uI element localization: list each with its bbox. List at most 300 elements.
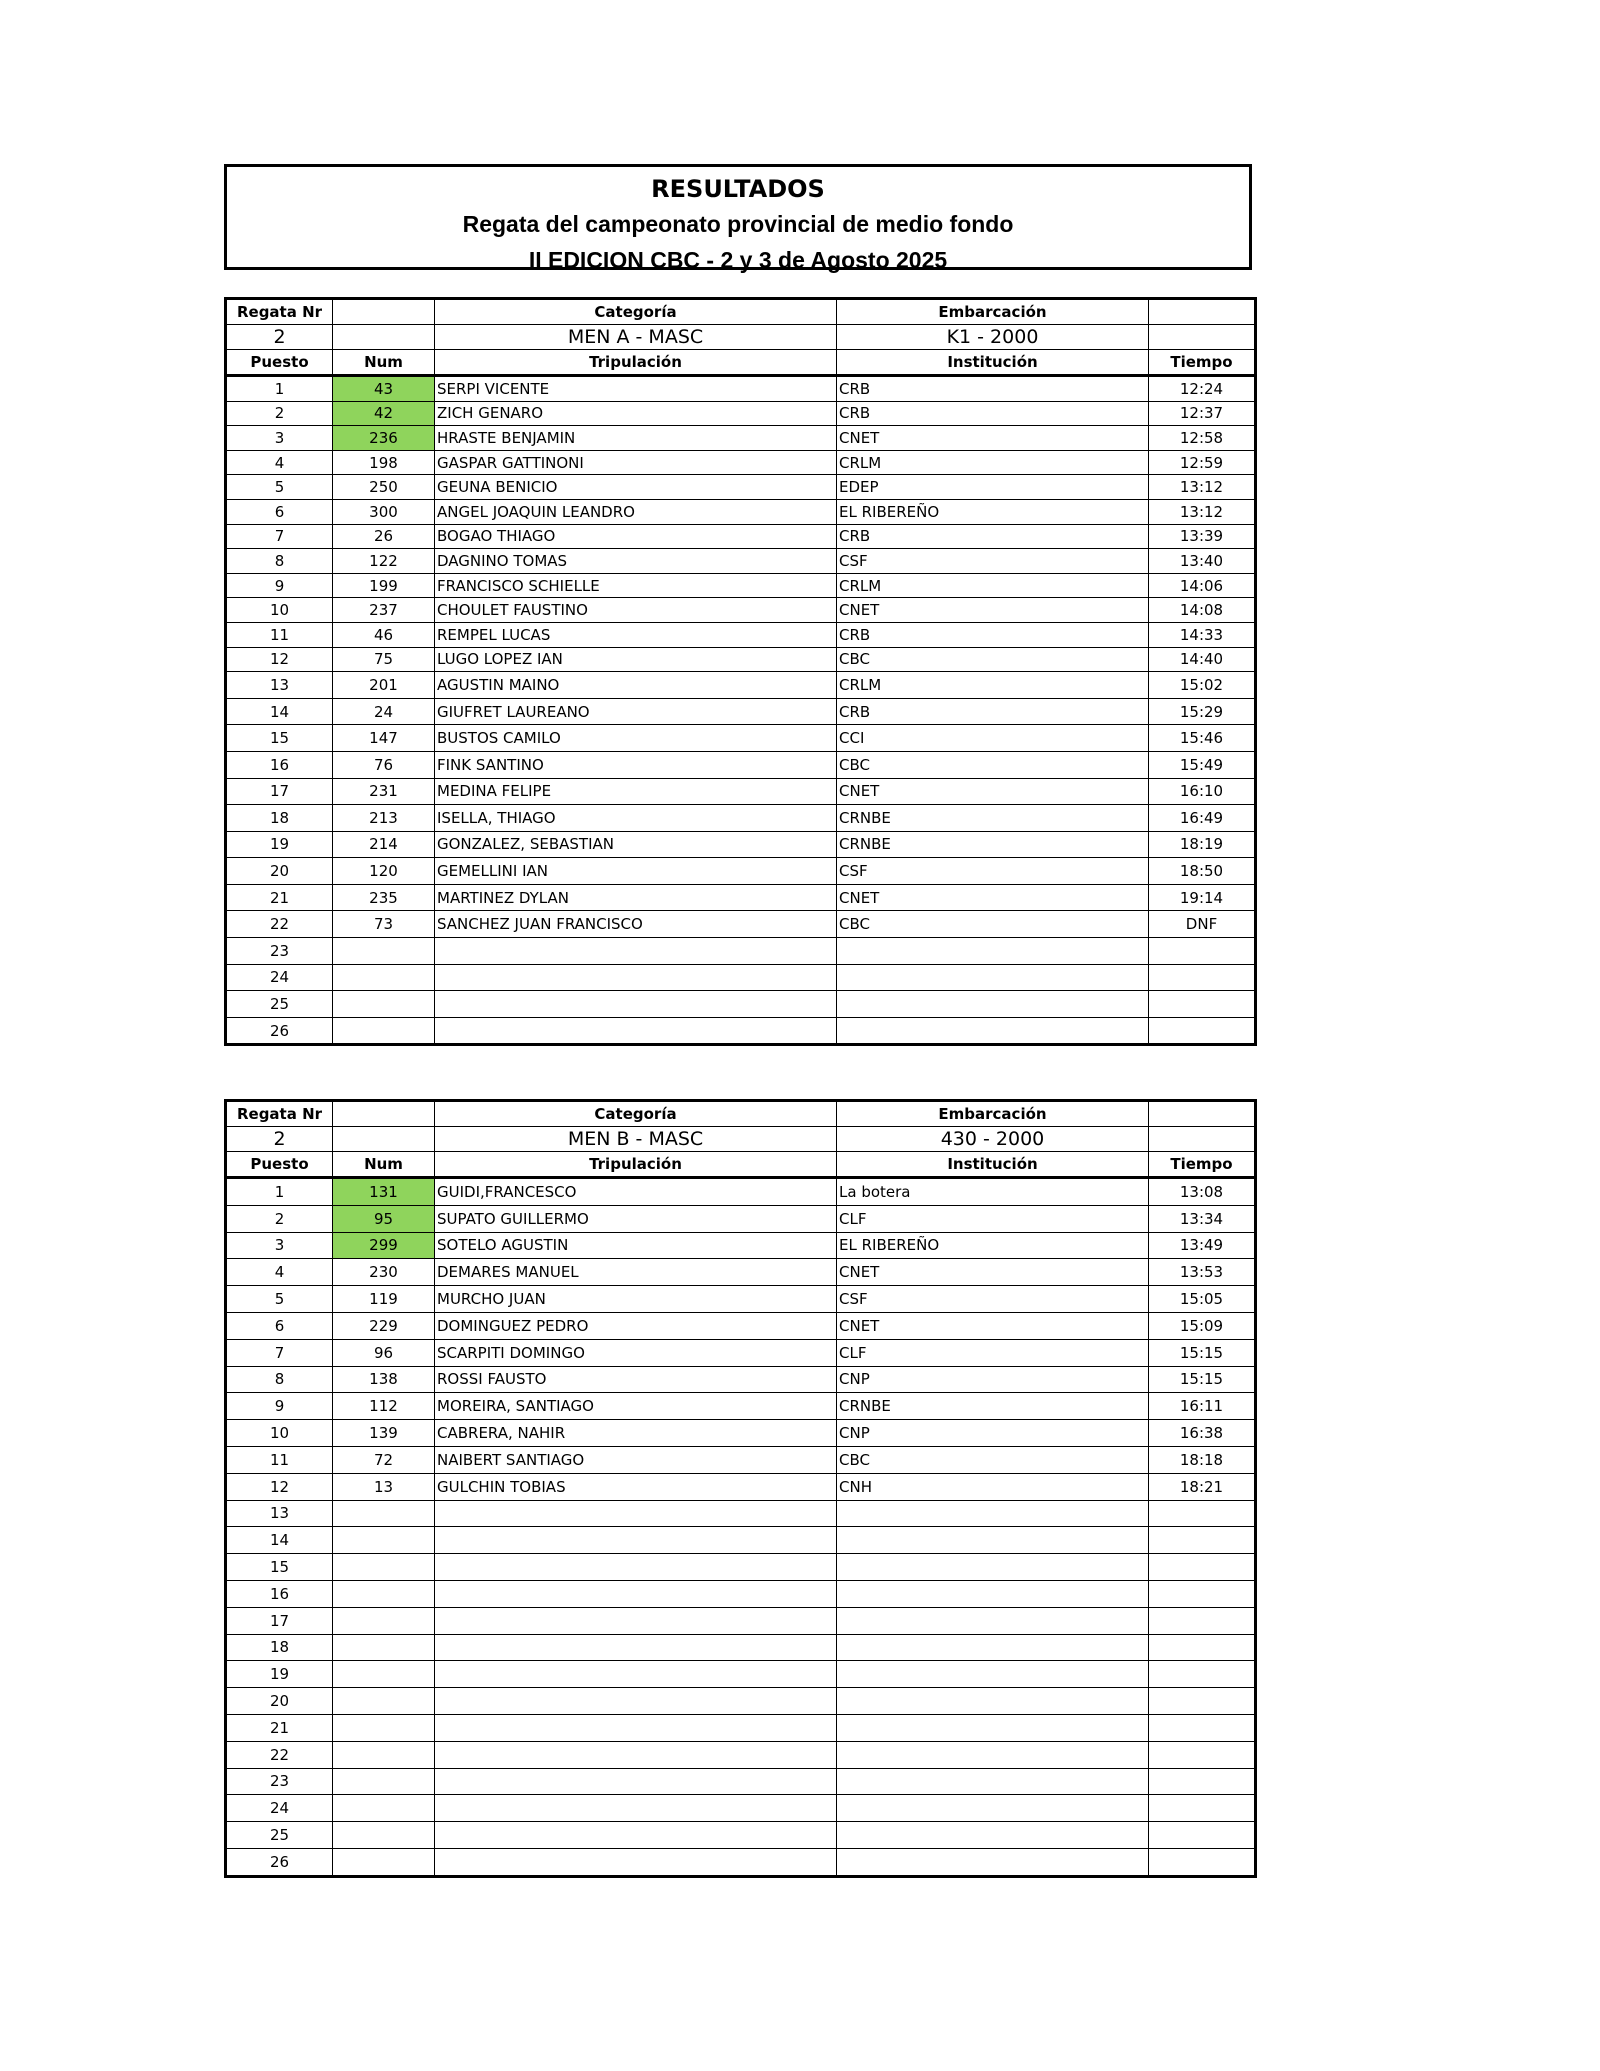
tripulacion-cell [435,1848,837,1876]
institucion-cell: CNET [837,1259,1149,1286]
tiempo-cell [1149,1634,1256,1661]
tripulacion-cell: NAIBERT SANTIAGO [435,1446,837,1473]
num-cell: 214 [333,831,435,858]
tiempo-cell: 15:05 [1149,1286,1256,1313]
table-row [226,524,1256,549]
tripulacion-cell: MARTINEZ DYLAN [435,884,837,911]
table-row [226,1741,1256,1768]
num-cell: 237 [333,598,435,623]
tripulacion-cell: DAGNINO TOMAS [435,549,837,574]
num-cell: 139 [333,1420,435,1447]
institucion-cell: CNET [837,598,1149,623]
institucion-cell [837,1527,1149,1554]
institucion-cell [837,1607,1149,1634]
tripulacion-cell: GEUNA BENICIO [435,475,837,500]
institucion-cell: CNP [837,1420,1149,1447]
institucion-header: Institución [837,350,1149,376]
tripulacion-cell: MURCHO JUAN [435,1286,837,1313]
tiempo-cell: 13:40 [1149,549,1256,574]
tripulacion-cell [435,1741,837,1768]
table-row [226,450,1256,475]
num-cell [333,1848,435,1876]
puesto-cell: 25 [226,991,333,1018]
tripulacion-cell: GASPAR GATTINONI [435,450,837,475]
table-row [226,1420,1256,1447]
tripulacion-cell [435,1554,837,1581]
tiempo-cell [1149,1661,1256,1688]
puesto-cell: 5 [226,1286,333,1313]
tiempo-cell: 14:08 [1149,598,1256,623]
puesto-cell: 19 [226,831,333,858]
tripulacion-cell: GEMELLINI IAN [435,858,837,885]
puesto-cell: 18 [226,805,333,832]
tiempo-cell: 15:29 [1149,698,1256,725]
puesto-cell: 10 [226,598,333,623]
tiempo-cell [1149,964,1256,991]
num-cell [333,1607,435,1634]
puesto-cell: 3 [226,1232,333,1259]
table-row [226,884,1256,911]
table-row [226,1527,1256,1554]
puesto-cell: 16 [226,751,333,778]
num-cell: 13 [333,1473,435,1500]
institucion-cell: CNET [837,778,1149,805]
institucion-cell [837,991,1149,1018]
institucion-cell [837,1848,1149,1876]
table-row [226,831,1256,858]
institucion-cell: CLF [837,1205,1149,1232]
tripulacion-header: Tripulación [435,350,837,376]
institucion-cell: La botera [837,1178,1149,1206]
table-row [226,475,1256,500]
tripulacion-cell: GULCHIN TOBIAS [435,1473,837,1500]
puesto-cell: 11 [226,622,333,647]
puesto-cell: 3 [226,426,333,451]
tiempo-cell: 16:10 [1149,778,1256,805]
num-cell: 229 [333,1312,435,1339]
tripulacion-cell [435,1580,837,1607]
table-row [226,911,1256,938]
institucion-cell [837,938,1149,965]
num-cell: 96 [333,1339,435,1366]
tripulacion-cell [435,964,837,991]
table-row [226,672,1256,699]
tiempo-cell [1149,1768,1256,1795]
tiempo-cell: 12:37 [1149,401,1256,426]
tripulacion-cell: FINK SANTINO [435,751,837,778]
table-row [226,964,1256,991]
puesto-cell: 14 [226,1527,333,1554]
table-row [226,622,1256,647]
institucion-cell [837,1634,1149,1661]
num-cell [333,964,435,991]
table-row [226,751,1256,778]
puesto-cell: 6 [226,499,333,524]
tripulacion-cell: LUGO LOPEZ IAN [435,647,837,672]
institucion-cell: CBC [837,647,1149,672]
regata-nr-label: Regata Nr [226,299,333,325]
tripulacion-cell [435,1822,837,1849]
race-results-table-1 [224,297,1257,1046]
tiempo-cell: 18:21 [1149,1473,1256,1500]
tripulacion-cell: MEDINA FELIPE [435,778,837,805]
num-cell: 119 [333,1286,435,1313]
tripulacion-cell [435,1661,837,1688]
table-row [226,598,1256,623]
results-header [224,164,1252,273]
institucion-cell: CNET [837,884,1149,911]
puesto-cell: 4 [226,450,333,475]
blank-header-cell [333,325,435,350]
table-row [226,1848,1256,1876]
tripulacion-cell: SERPI VICENTE [435,376,837,402]
num-cell: 95 [333,1205,435,1232]
institucion-cell: CRB [837,622,1149,647]
num-cell: 201 [333,672,435,699]
num-cell [333,991,435,1018]
num-cell [333,1661,435,1688]
institucion-cell [837,964,1149,991]
tripulacion-cell [435,991,837,1018]
puesto-cell: 17 [226,778,333,805]
tiempo-cell: 12:58 [1149,426,1256,451]
tripulacion-cell [435,1768,837,1795]
tripulacion-cell [435,1688,837,1715]
tripulacion-cell [435,1607,837,1634]
institucion-cell: CRNBE [837,1393,1149,1420]
institucion-cell [837,1795,1149,1822]
tripulacion-cell [435,1634,837,1661]
tiempo-cell: 13:34 [1149,1205,1256,1232]
puesto-cell: 13 [226,1500,333,1527]
num-cell: 236 [333,426,435,451]
categoria-label: Categoría [435,1101,837,1127]
table-row [226,376,1256,402]
table-row [226,1205,1256,1232]
tiempo-cell [1149,1527,1256,1554]
num-cell: 300 [333,499,435,524]
table-row [226,1286,1256,1313]
table-row [226,778,1256,805]
puesto-cell: 12 [226,647,333,672]
puesto-cell: 21 [226,884,333,911]
puesto-cell: 9 [226,1393,333,1420]
tiempo-cell [1149,1741,1256,1768]
page-title: RESULTADOS [651,175,825,203]
num-cell: 147 [333,725,435,752]
institucion-cell [837,1500,1149,1527]
num-cell: 120 [333,858,435,885]
puesto-cell: 11 [226,1446,333,1473]
num-cell: 299 [333,1232,435,1259]
num-cell: 75 [333,647,435,672]
embarcacion-label: Embarcación [837,1101,1149,1127]
num-cell: 76 [333,751,435,778]
regata-nr-value: 2 [226,325,333,350]
puesto-cell: 20 [226,1688,333,1715]
puesto-cell: 13 [226,672,333,699]
num-cell: 231 [333,778,435,805]
tripulacion-cell: CABRERA, NAHIR [435,1420,837,1447]
table-row [226,647,1256,672]
institucion-cell: CSF [837,1286,1149,1313]
categoria-value: MEN A - MASC [435,325,837,350]
tiempo-cell: 15:15 [1149,1366,1256,1393]
institucion-cell [837,1661,1149,1688]
institucion-cell: CCI [837,725,1149,752]
table-row [226,1768,1256,1795]
tiempo-cell: 13:49 [1149,1232,1256,1259]
puesto-cell: 25 [226,1822,333,1849]
puesto-header: Puesto [226,1152,333,1178]
tripulacion-cell: SOTELO AGUSTIN [435,1232,837,1259]
blank-header-cell [1149,299,1256,325]
table-row [226,1714,1256,1741]
table-row [226,1500,1256,1527]
puesto-cell: 2 [226,1205,333,1232]
tripulacion-cell: ISELLA, THIAGO [435,805,837,832]
tiempo-cell: 13:53 [1149,1259,1256,1286]
institucion-cell: CRLM [837,573,1149,598]
table-row [226,698,1256,725]
tiempo-cell: 12:59 [1149,450,1256,475]
num-cell: 24 [333,698,435,725]
table-row [226,1446,1256,1473]
embarcacion-label: Embarcación [837,299,1149,325]
tripulacion-cell: ZICH GENARO [435,401,837,426]
table-row [226,1822,1256,1849]
tiempo-cell: 13:12 [1149,499,1256,524]
puesto-cell: 8 [226,549,333,574]
tiempo-cell [1149,1607,1256,1634]
institucion-cell: CRB [837,698,1149,725]
tripulacion-cell [435,1714,837,1741]
tiempo-cell [1149,1017,1256,1045]
table-row [226,805,1256,832]
num-cell: 72 [333,1446,435,1473]
tiempo-cell: 14:33 [1149,622,1256,647]
institucion-cell [837,1017,1149,1045]
institucion-cell: EDEP [837,475,1149,500]
tiempo-header: Tiempo [1149,350,1256,376]
institucion-cell [837,1714,1149,1741]
tiempo-cell: 15:09 [1149,1312,1256,1339]
institucion-cell: CRB [837,401,1149,426]
tiempo-cell [1149,1822,1256,1849]
num-cell [333,1688,435,1715]
num-cell: 42 [333,401,435,426]
tiempo-cell [1149,991,1256,1018]
num-header: Num [333,350,435,376]
institucion-cell: CSF [837,858,1149,885]
institucion-header: Institución [837,1152,1149,1178]
num-cell: 112 [333,1393,435,1420]
institucion-cell: EL RIBEREÑO [837,499,1149,524]
tripulacion-cell: ROSSI FAUSTO [435,1366,837,1393]
tiempo-cell: 15:02 [1149,672,1256,699]
puesto-cell: 10 [226,1420,333,1447]
tripulacion-cell: SUPATO GUILLERMO [435,1205,837,1232]
tiempo-cell: 16:11 [1149,1393,1256,1420]
institucion-cell [837,1768,1149,1795]
tripulacion-cell: HRASTE BENJAMIN [435,426,837,451]
tripulacion-cell: GIUFRET LAUREANO [435,698,837,725]
tiempo-cell: 12:24 [1149,376,1256,402]
institucion-cell: CBC [837,1446,1149,1473]
tiempo-cell: 15:15 [1149,1339,1256,1366]
num-header: Num [333,1152,435,1178]
tiempo-cell [1149,1580,1256,1607]
num-cell [333,1554,435,1581]
puesto-cell: 1 [226,1178,333,1206]
tripulacion-cell: DOMINGUEZ PEDRO [435,1312,837,1339]
tiempo-cell: 13:12 [1149,475,1256,500]
tiempo-cell: DNF [1149,911,1256,938]
tripulacion-header: Tripulación [435,1152,837,1178]
tiempo-cell: 18:18 [1149,1446,1256,1473]
puesto-cell: 14 [226,698,333,725]
blank-header-cell [1149,1101,1256,1127]
table-row [226,1607,1256,1634]
tiempo-cell [1149,1848,1256,1876]
num-cell [333,1714,435,1741]
num-cell: 46 [333,622,435,647]
tripulacion-cell: CHOULET FAUSTINO [435,598,837,623]
num-cell [333,1580,435,1607]
institucion-cell: CBC [837,911,1149,938]
tripulacion-cell: GUIDI,FRANCESCO [435,1178,837,1206]
institucion-cell [837,1741,1149,1768]
tripulacion-cell: REMPEL LUCAS [435,622,837,647]
num-cell [333,1634,435,1661]
tiempo-header: Tiempo [1149,1152,1256,1178]
institucion-cell: CRNBE [837,805,1149,832]
num-cell: 131 [333,1178,435,1206]
puesto-cell: 7 [226,1339,333,1366]
institucion-cell: EL RIBEREÑO [837,1232,1149,1259]
tripulacion-cell: FRANCISCO SCHIELLE [435,573,837,598]
num-cell [333,938,435,965]
table-row [226,573,1256,598]
event-edition: II EDICION CBC - 2 y 3 de Agosto 2025 [528,247,948,273]
tiempo-cell: 13:39 [1149,524,1256,549]
table-row [226,938,1256,965]
tripulacion-cell [435,1500,837,1527]
num-cell: 235 [333,884,435,911]
tripulacion-cell [435,938,837,965]
num-cell: 138 [333,1366,435,1393]
table-row [226,858,1256,885]
puesto-cell: 22 [226,1741,333,1768]
tripulacion-cell: GONZALEZ, SEBASTIAN [435,831,837,858]
table-row [226,549,1256,574]
table-row [226,1178,1256,1206]
table-row [226,1688,1256,1715]
tripulacion-cell: MOREIRA, SANTIAGO [435,1393,837,1420]
table-row [226,1580,1256,1607]
institucion-cell [837,1554,1149,1581]
tripulacion-cell: DEMARES MANUEL [435,1259,837,1286]
table-row [226,401,1256,426]
num-cell: 198 [333,450,435,475]
blank-header-cell [333,1127,435,1152]
puesto-cell: 4 [226,1259,333,1286]
tiempo-cell: 18:50 [1149,858,1256,885]
puesto-cell: 15 [226,1554,333,1581]
tripulacion-cell: ANGEL JOAQUIN LEANDRO [435,499,837,524]
table-row [226,1661,1256,1688]
num-cell [333,1741,435,1768]
puesto-cell: 5 [226,475,333,500]
blank-header-cell [1149,325,1256,350]
table-row [226,1554,1256,1581]
puesto-cell: 18 [226,1634,333,1661]
institucion-cell: CNH [837,1473,1149,1500]
table-row [226,1339,1256,1366]
institucion-cell: CNP [837,1366,1149,1393]
num-cell: 122 [333,549,435,574]
embarcacion-value: K1 - 2000 [837,325,1149,350]
embarcacion-value: 430 - 2000 [837,1127,1149,1152]
tiempo-cell [1149,1500,1256,1527]
tiempo-cell: 16:38 [1149,1420,1256,1447]
puesto-cell: 26 [226,1848,333,1876]
puesto-cell: 20 [226,858,333,885]
institucion-cell: CRB [837,524,1149,549]
categoria-label: Categoría [435,299,837,325]
num-cell: 26 [333,524,435,549]
puesto-cell: 1 [226,376,333,402]
tripulacion-cell [435,1017,837,1045]
blank-header-cell [333,1101,435,1127]
tiempo-cell [1149,1714,1256,1741]
institucion-cell: CSF [837,549,1149,574]
num-cell: 230 [333,1259,435,1286]
table-row [226,1473,1256,1500]
puesto-cell: 12 [226,1473,333,1500]
tiempo-cell: 19:14 [1149,884,1256,911]
tiempo-cell: 15:49 [1149,751,1256,778]
tripulacion-cell [435,1795,837,1822]
puesto-cell: 16 [226,1580,333,1607]
puesto-cell: 24 [226,1795,333,1822]
institucion-cell: CNET [837,426,1149,451]
puesto-cell: 17 [226,1607,333,1634]
regata-nr-label: Regata Nr [226,1101,333,1127]
institucion-cell [837,1580,1149,1607]
puesto-cell: 2 [226,401,333,426]
puesto-cell: 19 [226,1661,333,1688]
puesto-cell: 8 [226,1366,333,1393]
institucion-cell: CRNBE [837,831,1149,858]
num-cell: 43 [333,376,435,402]
tripulacion-cell: BOGAO THIAGO [435,524,837,549]
puesto-cell: 21 [226,1714,333,1741]
num-cell: 213 [333,805,435,832]
table-row [226,1017,1256,1045]
tiempo-cell [1149,1554,1256,1581]
puesto-cell: 23 [226,938,333,965]
tripulacion-cell [435,1527,837,1554]
event-subtitle: Regata del campeonato provincial de medio fondo [462,211,1014,237]
institucion-cell: CRLM [837,672,1149,699]
blank-header-cell [1149,1127,1256,1152]
tiempo-cell [1149,1795,1256,1822]
puesto-cell: 6 [226,1312,333,1339]
table-row [226,499,1256,524]
tiempo-cell [1149,938,1256,965]
puesto-cell: 24 [226,964,333,991]
